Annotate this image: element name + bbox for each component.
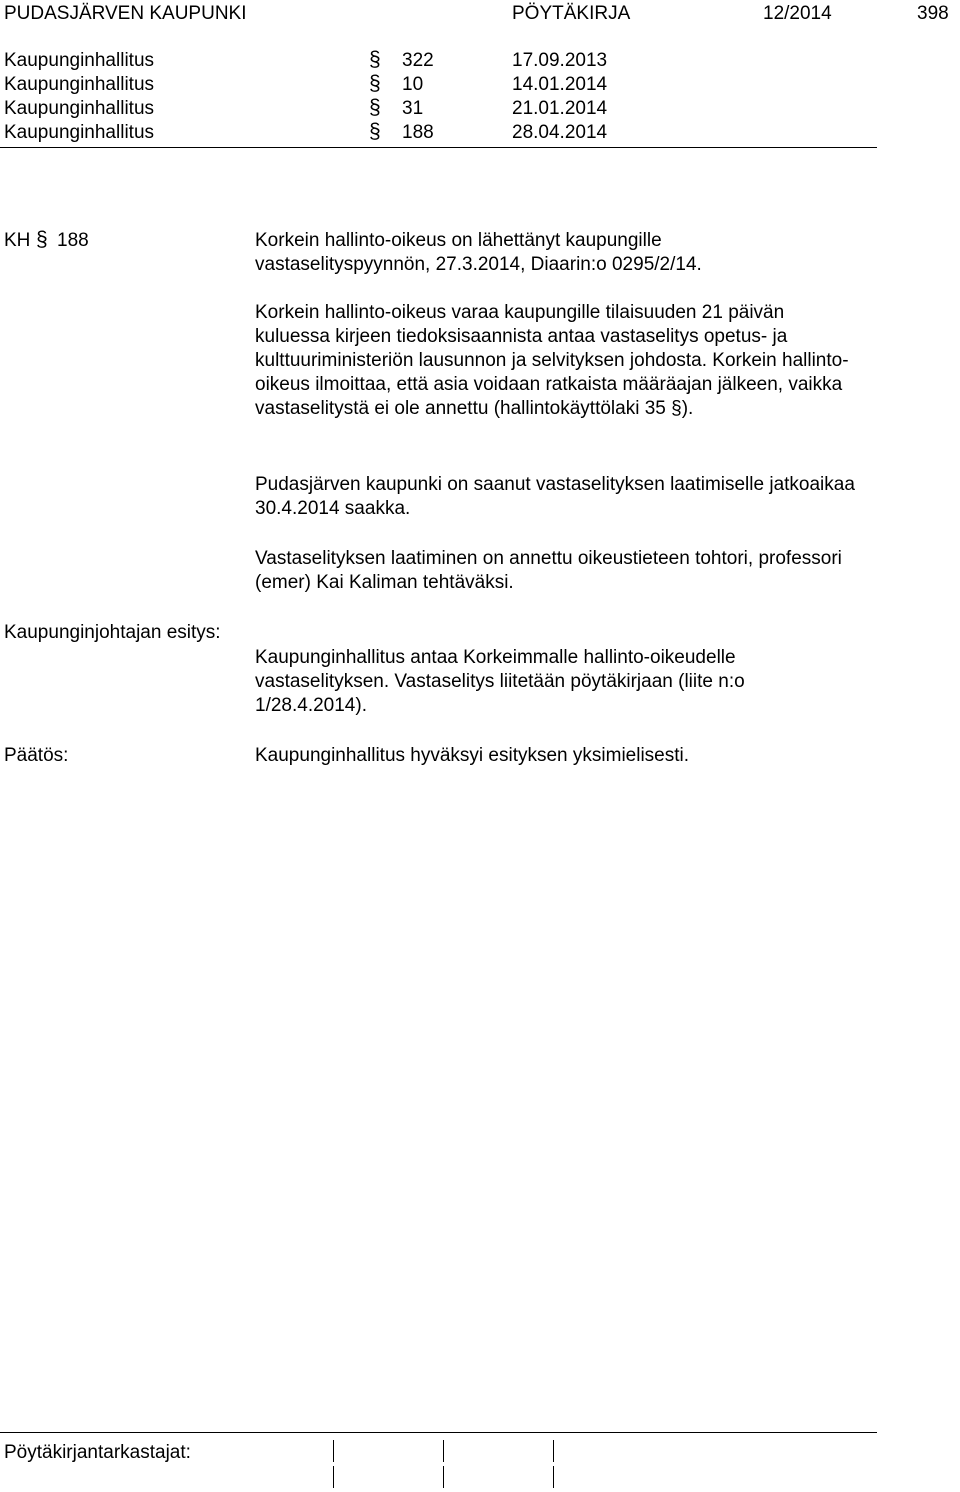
history-body: Kaupunginhallitus bbox=[4, 98, 155, 119]
item-prefix: KH bbox=[4, 230, 31, 251]
page-number: 398 bbox=[917, 3, 949, 24]
history-number: 322 bbox=[402, 50, 434, 71]
organization-name: PUDASJÄRVEN KAUPUNKI bbox=[4, 3, 247, 24]
issue-number: 12/2014 bbox=[763, 3, 832, 24]
signature-line bbox=[443, 1466, 444, 1488]
section-symbol: § bbox=[369, 120, 381, 143]
history-date: 21.01.2014 bbox=[512, 98, 608, 119]
signature-line bbox=[333, 1440, 334, 1462]
section-symbol: § bbox=[36, 228, 48, 251]
history-number: 31 bbox=[402, 98, 424, 119]
history-body: Kaupunginhallitus bbox=[4, 122, 155, 143]
history-number: 188 bbox=[402, 122, 434, 143]
history-body: Kaupunginhallitus bbox=[4, 50, 155, 71]
section-symbol: § bbox=[369, 72, 381, 95]
section-symbol: § bbox=[369, 48, 381, 71]
history-date: 28.04.2014 bbox=[512, 122, 608, 143]
item-paragraph: Pudasjärven kaupunki on saanut vastaselityksen laatimiselle jatkoaikaa 30.4.2014 saakka. bbox=[255, 474, 855, 519]
item-title: Korkein hallinto-oikeus on lähettänyt kaupungille vastaselityspyynnön, 27.3.2014, Diaarin:o 0295/2/14. bbox=[255, 230, 702, 275]
decision-text: Kaupunginhallitus hyväksyi esityksen yksimielisesti. bbox=[255, 745, 690, 766]
footer-divider bbox=[0, 1432, 877, 1433]
item-paragraph: Vastaselityksen laatiminen on annettu oikeustieteen tohtori, professori (emer) Kai Kaliman tehtäväksi. bbox=[255, 548, 842, 593]
signature-line bbox=[333, 1466, 334, 1488]
history-date: 17.09.2013 bbox=[512, 50, 608, 71]
document-type: PÖYTÄKIRJA bbox=[512, 3, 631, 24]
proposal-text: Kaupunginhallitus antaa Korkeimmalle hallinto-oikeudelle vastaselityksen. Vastaselitys liitetään pöytäkirjaan (liite n:o 1/28.4.2014). bbox=[255, 647, 745, 716]
header-divider bbox=[0, 147, 877, 148]
proposal-label: Kaupunginjohtajan esitys: bbox=[4, 622, 221, 643]
item-number: 188 bbox=[57, 230, 89, 251]
signature-line bbox=[553, 1466, 554, 1488]
signature-line bbox=[443, 1440, 444, 1462]
history-body: Kaupunginhallitus bbox=[4, 74, 155, 95]
item-paragraph: Korkein hallinto-oikeus varaa kaupungille tilaisuuden 21 päivän kuluessa kirjeen tiedoksisaannista antaa vastaselitys opetus- ja kulttuuriministeriön lausunnon ja selvityksen johdosta. Korkein hallinto-oikeus ilmoittaa, että asia voidaan ratkaista määräajan jälkeen, vaikka vastaselitystä ei ole annettu (hallintokäyttölaki 35 §). bbox=[255, 302, 849, 419]
signature-line bbox=[553, 1440, 554, 1462]
history-number: 10 bbox=[402, 74, 424, 95]
decision-label: Päätös: bbox=[4, 745, 69, 766]
history-date: 14.01.2014 bbox=[512, 74, 608, 95]
section-symbol: § bbox=[369, 96, 381, 119]
footer-label: Pöytäkirjantarkastajat: bbox=[4, 1442, 191, 1463]
